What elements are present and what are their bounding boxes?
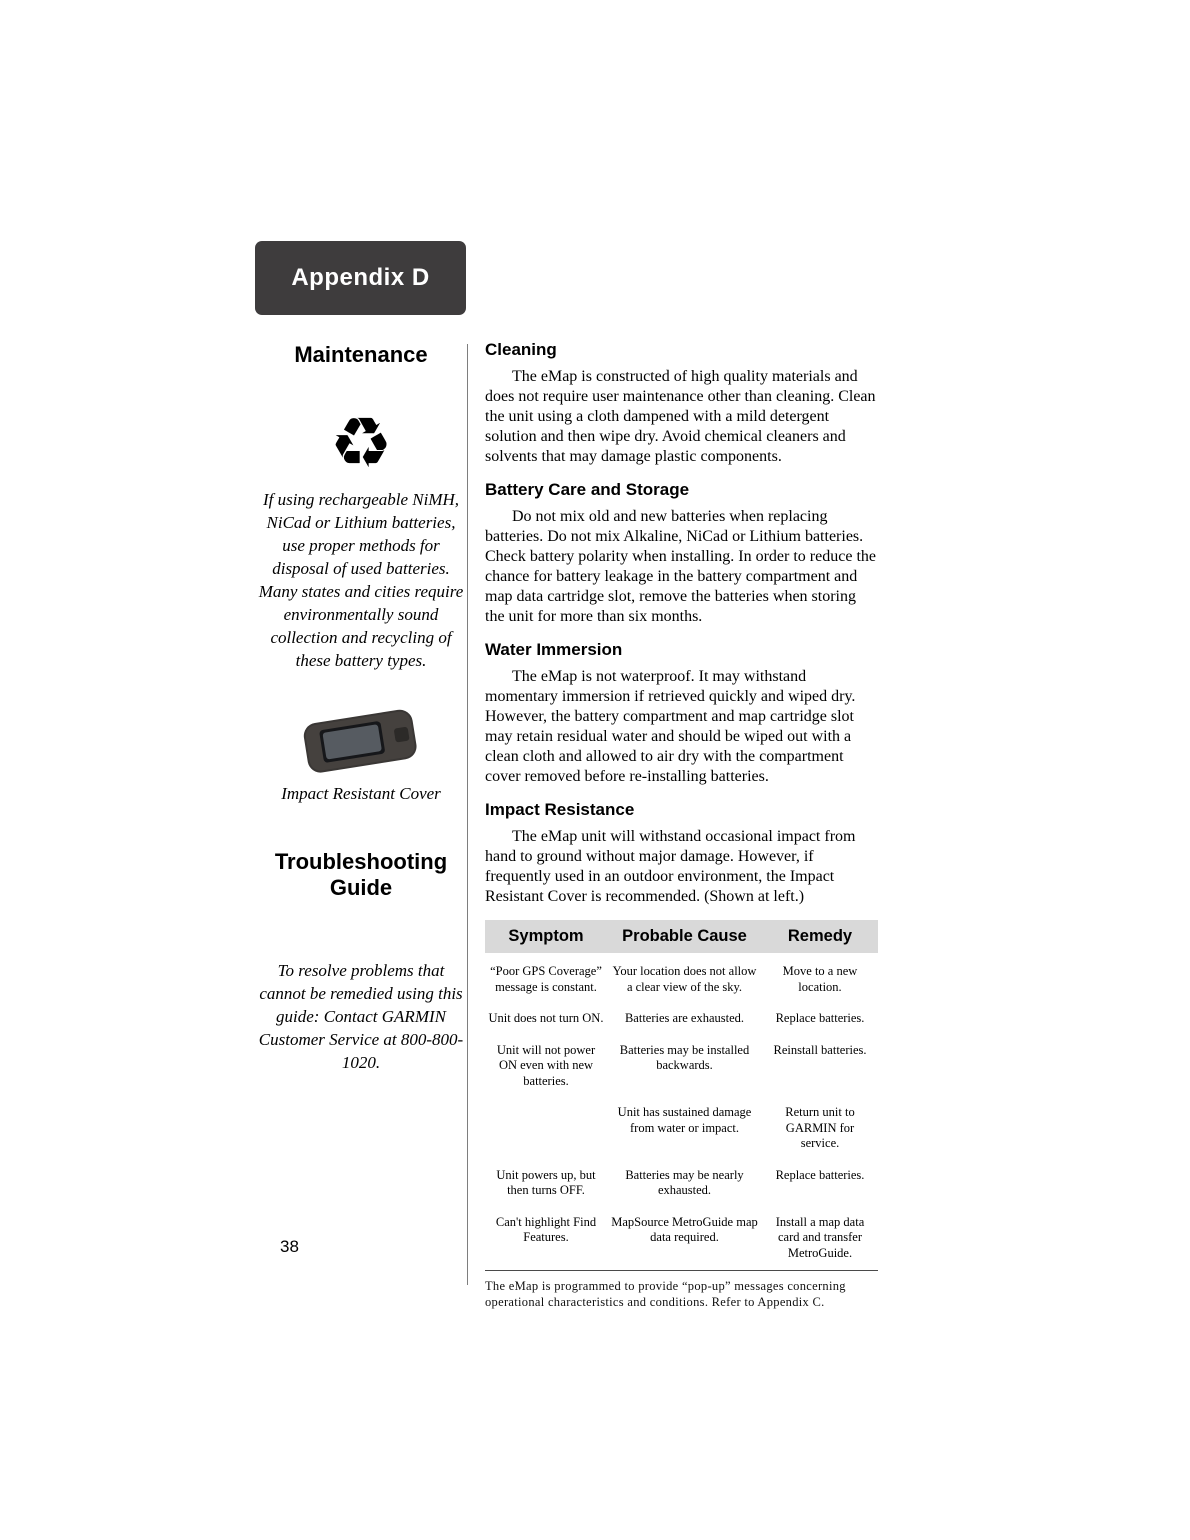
table-cell: Unit does not turn ON. [488,1011,604,1025]
table-cell: Can't highlight Find Features. [495,1214,597,1244]
table-cell: Your location does not allow a clear view of the sky. [612,964,757,994]
maintenance-heading: Maintenance [294,342,428,367]
table-cell: Unit powers up, but then turns OFF. [496,1167,596,1197]
page-number: 38 [280,1237,299,1256]
table-cell: Batteries are exhausted. [624,1011,745,1025]
battery-care-heading: Battery Care and Storage [485,480,690,499]
water-immersion-heading: Water Immersion [485,640,623,659]
contact-note: To resolve problems that cannot be remedied using this guide: Contact GARMIN Customer Service at 800-800-1020. [258,961,464,1072]
section-cleaning [485,340,878,467]
table-cell: Unit has sustained damage from water or impact. [617,1105,752,1135]
table-cell: Install a map data card and transfer MetroGuide. [775,1214,865,1260]
recycle-note: If using rechargeable NiMH, NiCad or Lithium batteries, use proper methods for disposal of used batteries. Many states and cities require environmentally sound collection and recycling of these battery types. [258,490,464,670]
table-cell: Reinstall batteries. [773,1042,867,1057]
table-cell: Return unit to GARMIN for service. [785,1105,855,1150]
troubleshooting-heading: Troubleshooting Guide [274,849,448,900]
impact-resistance-body: The eMap unit will withstand occasional impact from hand to ground without major damage. However, if frequently used in an outdoor environment, the Impact Resistant Cover is recommended. (Shown at left.) [485,828,856,905]
troubleshooting-table [485,920,878,1266]
table-cell: Batteries may be nearly exhausted. [625,1167,744,1197]
header-probable-cause: Probable Cause [607,920,762,953]
cleaning-body: The eMap is constructed of high quality materials and does not require user maintenance other than cleaning. Clean the unit using a cloth dampened with a mild detergent solution and then wipe dry. Avoid chemical cleaners and solvents that may damage plastic components. [485,368,876,465]
table-footnote: The eMap is programmed to provide “pop-up” messages concerning operational characteristics and conditions. Refer to Appendix C. [485,1270,878,1310]
header-symptom: Symptom [485,920,607,953]
cleaning-heading: Cleaning [485,340,557,359]
table-cell: Replace batteries. [775,1167,865,1182]
table-cell: Move to a new location. [782,964,858,994]
table-row [485,1204,878,1267]
impact-cover-image [299,700,423,780]
table-header-row [485,920,878,953]
battery-care-body: Do not mix old and new batteries when replacing batteries. Do not mix Alkaline, NiCad or Lithium batteries. Check battery polarity when installing. In order to reduce the chance for battery leakage in the battery compartment and map data cartridge slot, remove the batteries when storing the unit for more than six months. [485,508,876,625]
sidebar [258,342,464,1074]
main-content [485,340,878,1310]
table-row [485,1032,878,1095]
column-divider [467,344,468,1285]
recycle-icon: ♻ [329,402,393,484]
section-battery-care [485,480,878,627]
appendix-label: Appendix D [291,264,430,291]
table-row [485,1094,878,1157]
impact-cover-illustration [299,700,423,780]
header-remedy: Remedy [762,920,878,953]
impact-resistance-heading: Impact Resistance [485,800,635,819]
table-row [485,953,878,1000]
table-cell: Batteries may be installed backwards. [619,1042,750,1072]
table-cell: Unit will not power ON even with new batteries. [496,1042,596,1088]
cover-caption: Impact Resistant Cover [281,784,441,803]
table-cell: “Poor GPS Coverage” message is constant. [490,964,602,994]
water-immersion-body: The eMap is not waterproof. It may withstand momentary immersion if retrieved quickly and wiped dry. However, the battery compartment and map cartridge slot may retain residual water and should be wiped out with a clean cloth and allowed to air dry with the compartment cover removed before re-installing batteries. [485,668,856,785]
section-water-immersion [485,640,878,787]
table-row [485,1000,878,1032]
table-cell [485,1094,607,1157]
section-impact-resistance [485,800,878,907]
table-cell: Replace batteries. [775,1011,865,1025]
appendix-header [255,241,466,315]
table-row [485,1157,878,1204]
table-cell: MapSource MetroGuide map data required. [611,1214,758,1244]
